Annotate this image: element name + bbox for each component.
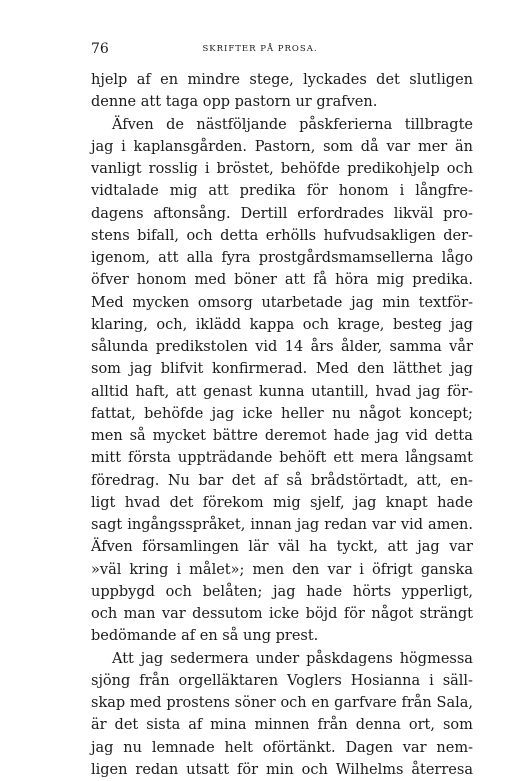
word: i <box>121 138 126 155</box>
word: som <box>323 138 354 155</box>
word: bar <box>198 472 224 489</box>
word: det <box>231 472 256 489</box>
word: mig <box>376 272 405 289</box>
text-line <box>91 269 473 291</box>
word: af <box>188 717 203 734</box>
word: lemnade <box>151 739 215 756</box>
word: var <box>161 606 186 622</box>
word: predika <box>239 183 296 200</box>
word: behöfde <box>280 161 341 177</box>
word: mina <box>210 717 247 734</box>
word: vid <box>400 517 423 533</box>
word: mitt <box>91 450 122 467</box>
word: Äfven <box>91 539 133 556</box>
word: för <box>343 606 365 622</box>
word: den <box>357 361 385 378</box>
word: tyckt, <box>336 539 378 556</box>
word: i <box>399 183 405 200</box>
word: predikohjelp <box>347 161 440 177</box>
word: mycken <box>132 294 190 311</box>
word: knapt <box>385 494 428 511</box>
word: garfvare <box>334 695 397 711</box>
word: behöft <box>279 450 327 467</box>
word: ålder, <box>341 339 383 355</box>
word: uppbygd <box>91 583 155 600</box>
word: att <box>284 272 306 289</box>
word: grafven. <box>316 94 378 111</box>
word: och <box>165 583 192 600</box>
word: mycket <box>152 428 206 444</box>
word: i <box>176 561 182 578</box>
word: krage, <box>337 316 385 333</box>
word: dagens <box>91 205 144 222</box>
word: strängt <box>419 606 473 622</box>
word: aftonsång. <box>153 205 231 222</box>
word: iklädd <box>195 316 242 333</box>
word: men <box>252 561 285 578</box>
word: första <box>127 450 171 467</box>
word: det <box>114 717 139 734</box>
word: utsatt <box>186 761 230 778</box>
text-line <box>91 425 473 447</box>
word: blifvit <box>160 361 204 378</box>
word: under <box>255 650 300 667</box>
text-line <box>91 114 473 136</box>
word: sista <box>146 717 181 734</box>
word: jag <box>450 361 473 378</box>
word: nem- <box>436 739 473 756</box>
word: års <box>310 339 334 355</box>
word: från <box>139 672 170 689</box>
word: vid <box>255 339 278 355</box>
word: konfirmerad. <box>211 361 308 378</box>
word: få <box>313 272 328 289</box>
word: sjöng <box>91 672 131 689</box>
word: igenom, <box>91 250 150 266</box>
word: med <box>129 695 162 711</box>
text-line <box>91 625 473 647</box>
word: kaplansgården. <box>133 138 247 155</box>
word: ett <box>333 450 354 467</box>
text-line <box>91 536 473 558</box>
word: kring <box>129 561 169 578</box>
word: brådstörtadt, <box>310 472 409 489</box>
word: som <box>91 361 121 378</box>
word: för <box>306 183 328 200</box>
word: »väl <box>91 561 122 578</box>
word: lyckades <box>303 72 367 88</box>
word: mig <box>169 183 198 200</box>
text-line <box>91 759 473 781</box>
word: men <box>91 428 123 444</box>
word: och <box>301 761 328 778</box>
text-line <box>91 470 473 492</box>
word: att <box>140 94 162 111</box>
word: Att <box>112 650 134 667</box>
word: jag <box>353 494 377 511</box>
word: hade <box>306 583 343 600</box>
word: jag <box>273 583 296 600</box>
word: uppträdande <box>177 450 273 467</box>
word: för- <box>447 383 473 400</box>
word: vanligt <box>91 161 142 177</box>
word: bättre <box>212 428 258 444</box>
word: var <box>386 138 411 155</box>
word: likväl <box>393 205 434 222</box>
word: säll- <box>442 672 473 689</box>
word: denne <box>91 94 137 111</box>
word: deremot <box>264 428 327 444</box>
word: kappa <box>249 316 295 333</box>
word: jag <box>450 316 473 333</box>
text-line <box>91 225 473 247</box>
word: taga <box>165 94 199 111</box>
word: ur <box>295 94 312 111</box>
word: jag <box>296 517 320 533</box>
word: stege, <box>249 72 294 88</box>
word: orgelläktaren <box>178 672 279 689</box>
word: är <box>91 717 107 734</box>
word: lågo <box>441 250 473 266</box>
word: något <box>371 606 414 622</box>
word: jag <box>376 428 399 444</box>
word: sagt <box>91 517 123 533</box>
word: ypperligt, <box>401 583 473 600</box>
word: Med <box>315 361 349 378</box>
text-line <box>91 670 473 692</box>
word: böjd <box>305 606 338 622</box>
word: af <box>263 472 278 489</box>
word: och <box>302 316 329 333</box>
word: i <box>359 561 364 578</box>
word: förekom <box>202 494 264 511</box>
word: att <box>176 383 197 400</box>
word: så <box>222 628 239 645</box>
word: hade <box>333 428 370 444</box>
word: denna <box>355 717 401 734</box>
word: en- <box>450 472 473 489</box>
word: mindre <box>187 72 240 88</box>
word: fyra <box>221 250 251 266</box>
word: nästföljande <box>196 116 287 133</box>
word: koncept; <box>409 405 473 422</box>
word: man <box>123 606 156 622</box>
word: att <box>387 539 408 556</box>
word: alltid <box>91 383 129 400</box>
word: prostens <box>166 695 230 711</box>
word: af <box>181 628 196 645</box>
text-line <box>91 69 473 91</box>
word: predikstolen <box>155 339 248 355</box>
word: fattat, <box>91 405 136 422</box>
word: der- <box>443 227 473 244</box>
word: min <box>265 761 294 778</box>
word: stens <box>91 227 130 244</box>
word: min <box>382 294 410 311</box>
text-line <box>91 136 473 158</box>
word: mig <box>272 494 301 511</box>
word: och, <box>156 316 188 333</box>
word: helt <box>224 739 253 756</box>
word: Nu <box>167 472 190 489</box>
word: något <box>359 405 401 422</box>
running-head: SKRIFTER PÅ PROSA. <box>202 44 318 54</box>
word: skap <box>91 695 126 711</box>
word: prest. <box>275 628 319 645</box>
word: ligen <box>91 761 128 778</box>
word: var <box>372 517 396 533</box>
word: påskdagens <box>306 650 393 667</box>
word: och <box>91 606 118 622</box>
word: hufvudsakligen <box>323 227 436 244</box>
word: detta <box>220 227 259 244</box>
word: Äfven <box>112 116 154 133</box>
word: honom <box>338 183 389 200</box>
word: hvad <box>375 383 412 400</box>
word: söner <box>234 695 276 711</box>
word: Pastorn, <box>254 138 316 155</box>
word: 14 <box>284 339 304 355</box>
word: jag <box>351 294 374 311</box>
word: från <box>401 695 432 711</box>
word: jag <box>417 383 441 400</box>
word: jag <box>140 650 164 667</box>
word: vidtalade <box>91 183 159 200</box>
word: det <box>376 72 400 88</box>
word: ingångsspråket, <box>127 517 246 533</box>
word: heller <box>281 405 324 422</box>
word: omsorg <box>197 294 253 311</box>
word: mer <box>417 138 448 155</box>
word: jag <box>91 739 114 756</box>
word: långsamt <box>405 450 473 467</box>
word: höra <box>335 272 369 289</box>
word: påskferierna <box>299 116 393 133</box>
word: Dagen <box>345 739 393 756</box>
word: med <box>194 272 227 289</box>
word: behöfde <box>144 405 204 422</box>
word: väl <box>278 539 300 556</box>
word: återresa <box>411 761 473 778</box>
word: samma <box>389 339 442 355</box>
word: och <box>280 695 307 711</box>
word: föredrag. <box>91 472 160 489</box>
word: församlingen <box>142 539 239 556</box>
word: att <box>158 250 179 266</box>
word: hvad <box>124 494 161 511</box>
word: dessutom <box>192 606 263 622</box>
word: Voglers <box>287 672 342 689</box>
word: belåten; <box>202 583 263 600</box>
word: haft, <box>135 383 170 400</box>
text-line <box>91 492 473 514</box>
word: ha <box>309 539 328 556</box>
word: innan <box>250 517 292 533</box>
word: hjelp <box>91 72 128 88</box>
word: var <box>327 561 352 578</box>
word: böner <box>234 272 277 289</box>
word: Wilhelms <box>335 761 404 778</box>
word: ligt <box>91 494 116 511</box>
word: att <box>208 183 229 200</box>
word: erhölls <box>265 227 317 244</box>
word: Med <box>91 294 124 311</box>
text-line <box>91 714 473 736</box>
text-line <box>91 403 473 425</box>
word: var <box>402 739 427 756</box>
word: Hosianna <box>350 672 421 689</box>
text-line <box>91 737 473 759</box>
word: icke <box>242 405 273 422</box>
word: redan <box>135 761 179 778</box>
word: en <box>311 695 330 711</box>
word: från <box>317 717 348 734</box>
text-line <box>91 514 473 536</box>
word: slutligen <box>409 72 473 88</box>
word: ung <box>243 628 271 645</box>
word: en <box>199 628 218 645</box>
word: honom <box>136 272 187 289</box>
word: och <box>446 161 473 177</box>
word: de <box>166 116 184 133</box>
text-line <box>91 581 473 603</box>
word: opp <box>202 94 231 111</box>
text-line <box>91 158 473 180</box>
word: oförtänkt. <box>262 739 336 756</box>
word: besteg <box>392 316 442 333</box>
word: jag <box>129 361 153 378</box>
word: utarbetade <box>261 294 343 311</box>
word: pastorn <box>234 94 291 111</box>
word: sålunda <box>91 339 149 355</box>
word: den <box>292 561 320 578</box>
word: nu <box>123 739 142 756</box>
word: vår <box>449 339 473 355</box>
word: i <box>429 672 434 689</box>
word: var <box>449 539 473 556</box>
word: nu <box>332 405 351 422</box>
word: mera <box>360 450 399 467</box>
word: erfordrades <box>297 205 384 222</box>
word: hade <box>437 494 473 511</box>
text-line <box>91 247 473 269</box>
word: klaring, <box>91 316 148 333</box>
word: pro- <box>443 205 473 222</box>
word: jag <box>417 539 440 556</box>
word: målet»; <box>189 561 245 578</box>
text-line <box>91 314 473 336</box>
word: för <box>236 761 259 778</box>
word: Dertill <box>240 205 288 222</box>
word: jag <box>211 405 235 422</box>
word: minnen <box>254 717 310 734</box>
word: ganska <box>420 561 473 578</box>
word: som <box>442 717 473 734</box>
word: vid <box>405 428 428 444</box>
text-line <box>91 91 473 113</box>
word: så <box>129 428 146 444</box>
word: Sala, <box>436 695 473 711</box>
text-line <box>91 559 473 581</box>
word: textför- <box>418 294 473 311</box>
word: bedömande <box>91 628 177 645</box>
word: detta <box>434 428 473 444</box>
word: af <box>136 72 151 88</box>
word: lätthet <box>393 361 442 378</box>
word: högmessa <box>399 650 473 667</box>
text-line <box>91 603 473 625</box>
word: bifall, <box>137 227 179 244</box>
body-text <box>91 69 473 781</box>
word: predika. <box>412 272 473 289</box>
word: genast <box>203 383 253 400</box>
word: redan <box>324 517 367 533</box>
text-line <box>91 381 473 403</box>
text-line <box>91 358 473 380</box>
word: långfre- <box>415 183 473 200</box>
text-line <box>91 180 473 202</box>
word: jag <box>91 138 114 155</box>
word: sedermera <box>170 650 249 667</box>
text-line <box>91 648 473 670</box>
text-line <box>91 203 473 225</box>
text-line <box>91 292 473 314</box>
text-line <box>91 692 473 714</box>
word: det <box>169 494 194 511</box>
word: icke <box>268 606 300 622</box>
word: lär <box>248 539 269 556</box>
word: än <box>454 138 473 155</box>
word: så <box>286 472 303 489</box>
word: i <box>204 161 210 177</box>
word: en <box>160 72 179 88</box>
word: då <box>360 138 379 155</box>
word: kunna <box>259 383 305 400</box>
word: alla <box>186 250 214 266</box>
word: utantill, <box>311 383 369 400</box>
word: hörts <box>352 583 392 600</box>
word: att, <box>416 472 442 489</box>
word: prostgårdsmamsellerna <box>258 250 434 266</box>
word: ort, <box>408 717 435 734</box>
word: amen. <box>428 517 473 533</box>
word: öfrigt <box>371 561 413 578</box>
word: tillbragte <box>404 116 473 133</box>
page-number: 76 <box>91 41 109 57</box>
word: bröstet, <box>216 161 274 177</box>
word: öfver <box>91 272 129 289</box>
word: rosslig <box>148 161 198 177</box>
text-line <box>91 336 473 358</box>
text-line <box>91 447 473 469</box>
word: och <box>186 227 213 244</box>
word: sjelf, <box>309 494 345 511</box>
